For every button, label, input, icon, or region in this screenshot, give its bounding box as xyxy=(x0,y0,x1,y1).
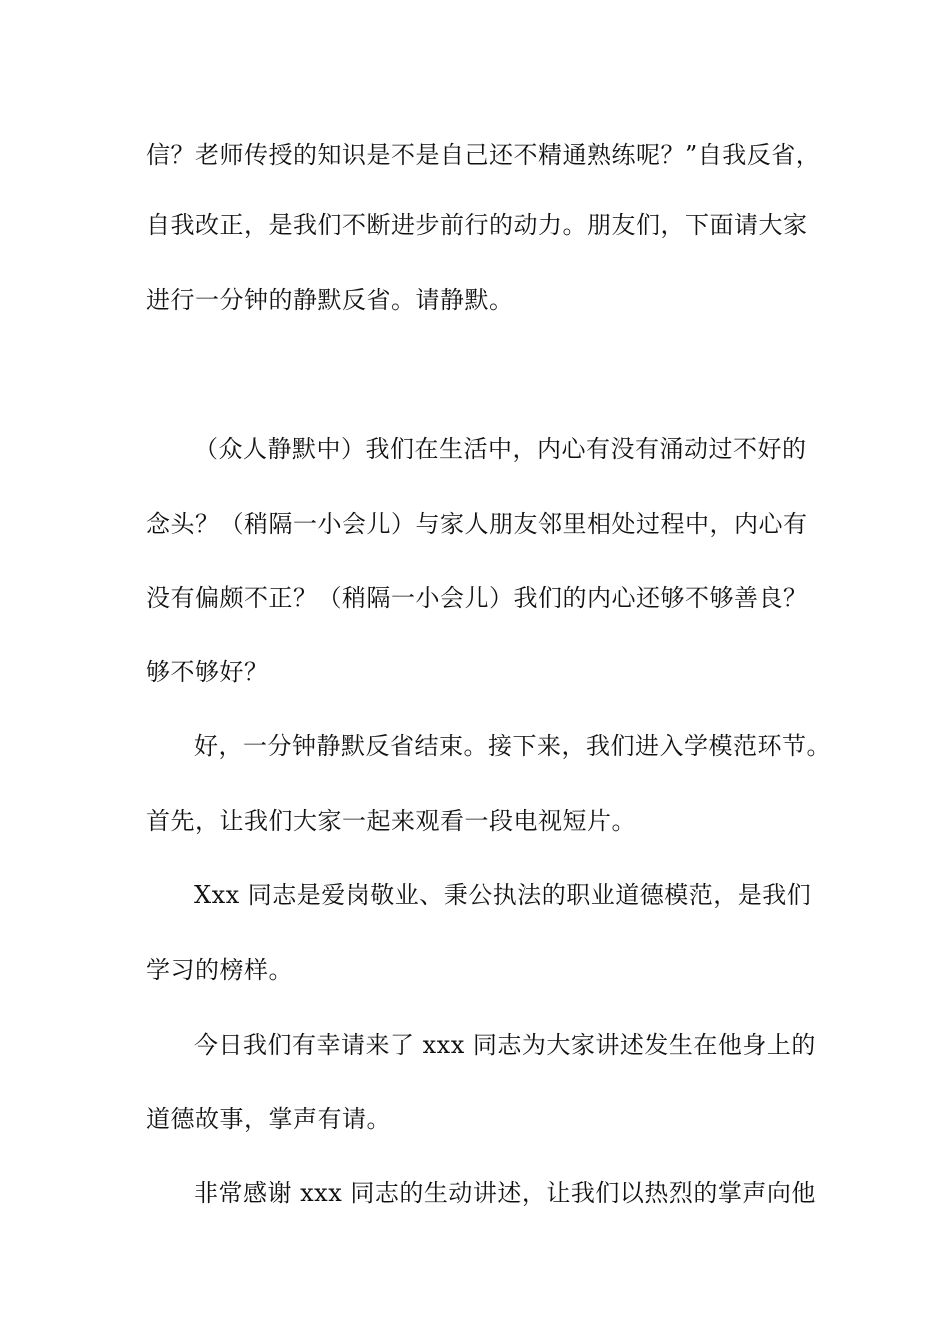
text-line: 够不够好？ xyxy=(146,658,269,686)
text-line: 自我改正，是我们不断进步前行的动力。朋友们，下面请大家 xyxy=(146,211,808,239)
text-line: （众人静默中）我们在生活中，内心有没有涌动过不好的 xyxy=(194,435,807,463)
text-line: 进行一分钟的静默反省。请静默。 xyxy=(146,286,514,314)
text-line: 首先，让我们大家一起来观看一段电视短片。 xyxy=(146,807,636,835)
text-line: 念头？（稍隔一小会儿）与家人朋友邻里相处过程中，内心有 xyxy=(146,510,808,538)
text-line: 好，一分钟静默反省结束。接下来，我们进入学模范环节。 xyxy=(194,732,831,760)
text-line: Xxx 同志是爱岗敬业、秉公执法的职业道德模范，是我们 xyxy=(194,881,812,909)
text-line: 道德故事，掌声有请。 xyxy=(146,1105,391,1133)
text-line: 学习的榜样。 xyxy=(146,956,293,984)
text-line: 信？老师传授的知识是不是自己还不精通熟练呢？”自我反省， xyxy=(146,141,821,169)
text-line: 今日我们有幸请来了 xxx 同志为大家讲述发生在他身上的 xyxy=(194,1031,816,1059)
text-line: 非常感谢 xxx 同志的生动讲述，让我们以热烈的掌声向他 xyxy=(194,1179,816,1207)
text-line: 没有偏颇不正？（稍隔一小会儿）我们的内心还够不够善良？ xyxy=(146,584,808,612)
